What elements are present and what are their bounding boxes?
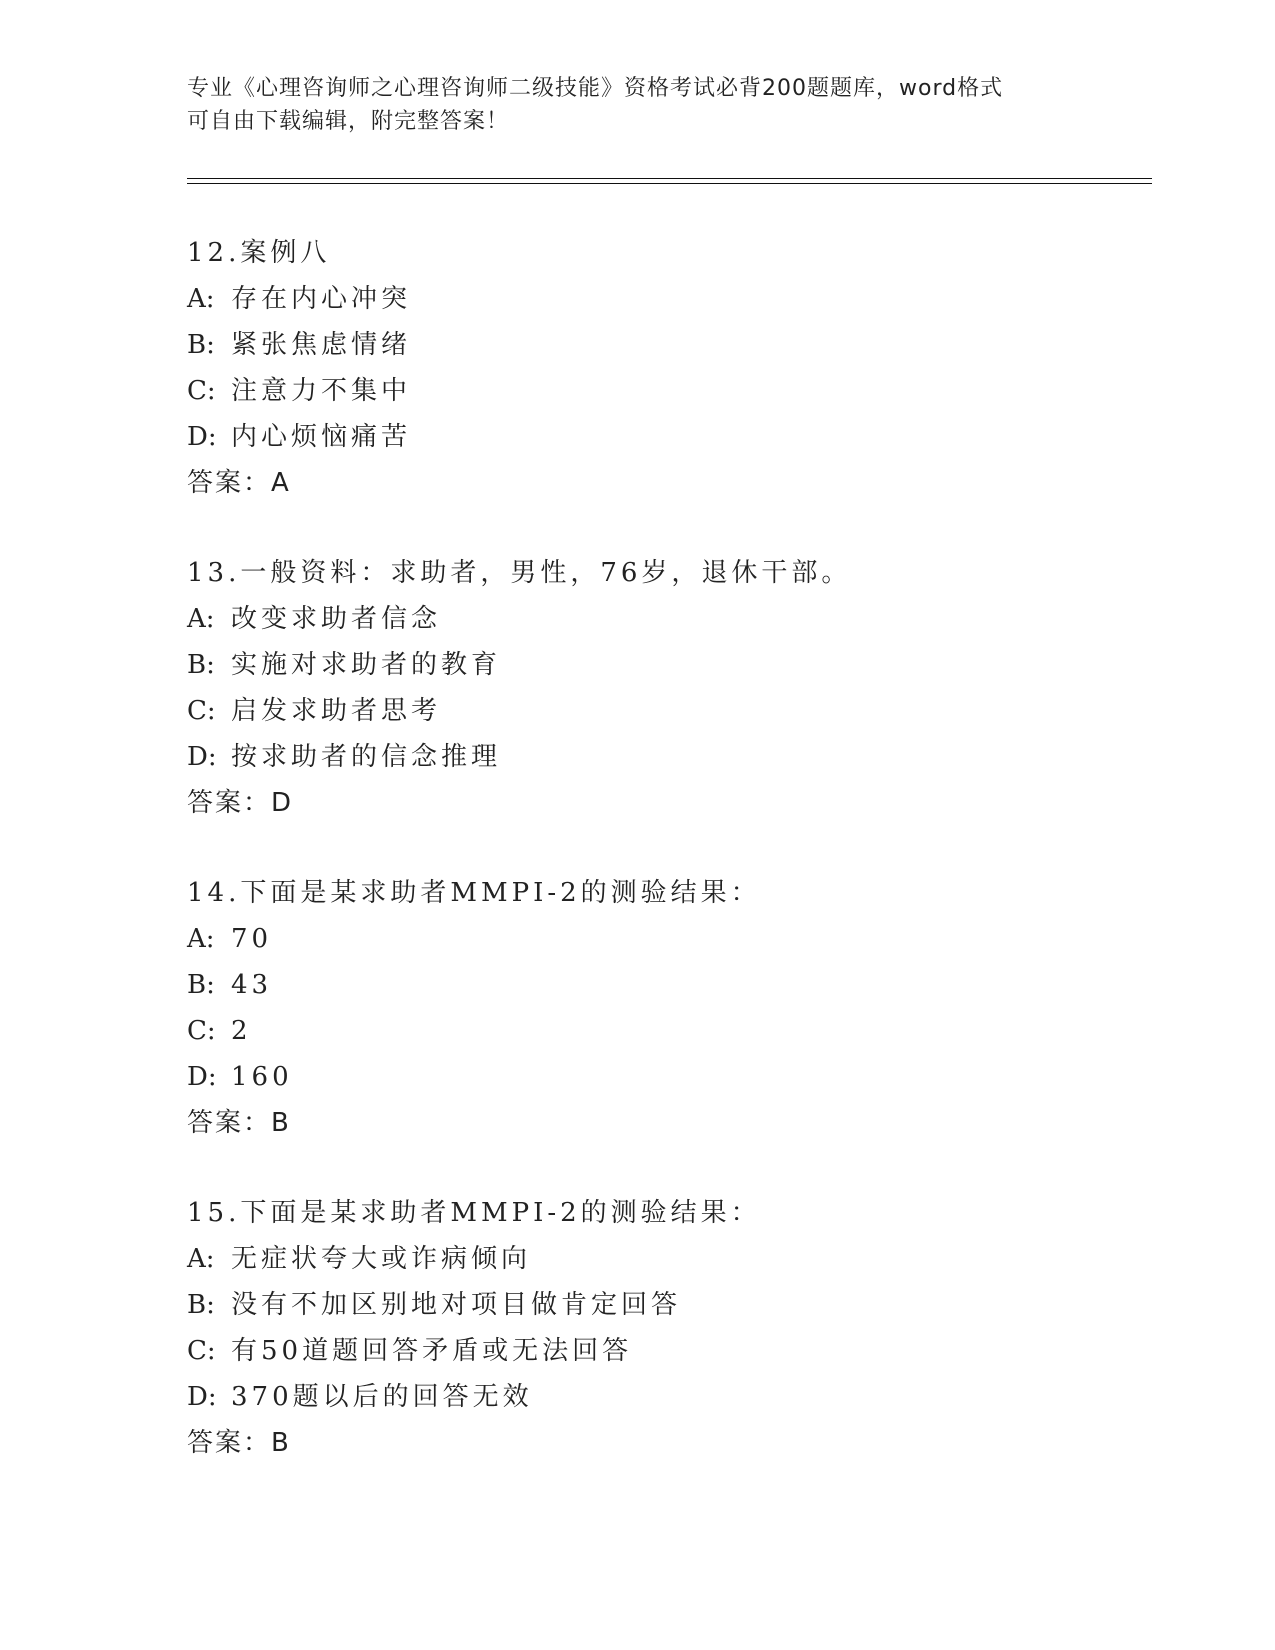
- option-b: [187, 962, 1147, 1008]
- answer-line: 答案：B: [187, 1428, 291, 1458]
- option-key: B:: [187, 650, 215, 680]
- option-text: 没有不加区别地对项目做肯定回答: [231, 1290, 682, 1320]
- option-key: B:: [187, 330, 215, 360]
- option-a: [187, 276, 1147, 322]
- answer-line: 答案：A: [187, 468, 291, 498]
- option-text: 按求助者的信念推理: [231, 742, 502, 772]
- option-c: [187, 368, 1147, 414]
- option-text: 70: [231, 924, 273, 954]
- header-divider-bottom: [187, 183, 1152, 184]
- option-c: [187, 1328, 1147, 1374]
- option-text: 紧张焦虑情绪: [231, 330, 412, 360]
- option-text: 43: [231, 970, 273, 1000]
- option-d: [187, 414, 1147, 460]
- option-key: C:: [187, 1336, 216, 1366]
- answer-line: 答案：B: [187, 1108, 291, 1138]
- option-key: D:: [187, 1382, 217, 1412]
- document-header: [187, 72, 1087, 138]
- option-text: 160: [231, 1062, 293, 1092]
- question-15: [187, 1190, 1147, 1466]
- option-key: A:: [187, 924, 215, 954]
- option-b: [187, 322, 1147, 368]
- option-key: D:: [187, 1062, 217, 1092]
- header-divider-top: [187, 178, 1152, 179]
- answer-line: 答案：D: [187, 788, 294, 818]
- option-key: A:: [187, 604, 215, 634]
- option-d: [187, 734, 1147, 780]
- question-14: [187, 870, 1147, 1146]
- option-key: C:: [187, 376, 216, 406]
- option-key: D:: [187, 742, 217, 772]
- option-b: [187, 1282, 1147, 1328]
- option-text: 有50道题回答矛盾或无法回答: [231, 1336, 633, 1366]
- option-key: B:: [187, 1290, 215, 1320]
- option-text: 实施对求助者的教育: [231, 650, 502, 680]
- option-text: 启发求助者思考: [231, 696, 442, 726]
- option-key: A:: [187, 1244, 215, 1274]
- option-key: B:: [187, 970, 215, 1000]
- option-key: C:: [187, 696, 216, 726]
- question-12: [187, 230, 1147, 506]
- option-text: 370题以后的回答无效: [231, 1382, 533, 1412]
- option-text: 2: [231, 1016, 252, 1046]
- option-c: [187, 688, 1147, 734]
- question-title: 15.下面是某求助者MMPI-2的测验结果：: [187, 1198, 761, 1228]
- option-text: 改变求助者信念: [231, 604, 442, 634]
- header-line-1: 专业《心理咨询师之心理咨询师二级技能》资格考试必背200题题库，word格式: [187, 76, 1004, 101]
- option-a: [187, 596, 1147, 642]
- option-text: 内心烦恼痛苦: [231, 422, 412, 452]
- option-text: 注意力不集中: [231, 376, 412, 406]
- option-b: [187, 642, 1147, 688]
- option-key: C:: [187, 1016, 216, 1046]
- option-key: D:: [187, 422, 217, 452]
- option-d: [187, 1054, 1147, 1100]
- question-title: 13.一般资料：求助者，男性，76岁，退休干部。: [187, 558, 852, 588]
- question-13: [187, 550, 1147, 826]
- question-title: 12.案例八: [187, 238, 331, 268]
- option-text: 无症状夸大或诈病倾向: [231, 1244, 532, 1274]
- option-c: [187, 1008, 1147, 1054]
- option-text: 存在内心冲突: [231, 284, 412, 314]
- option-a: [187, 916, 1147, 962]
- header-line-2: 可自由下载编辑，附完整答案！: [187, 109, 510, 134]
- option-a: [187, 1236, 1147, 1282]
- option-key: A:: [187, 284, 215, 314]
- question-title: 14.下面是某求助者MMPI-2的测验结果：: [187, 878, 761, 908]
- question-list: [187, 230, 1147, 1510]
- option-d: [187, 1374, 1147, 1420]
